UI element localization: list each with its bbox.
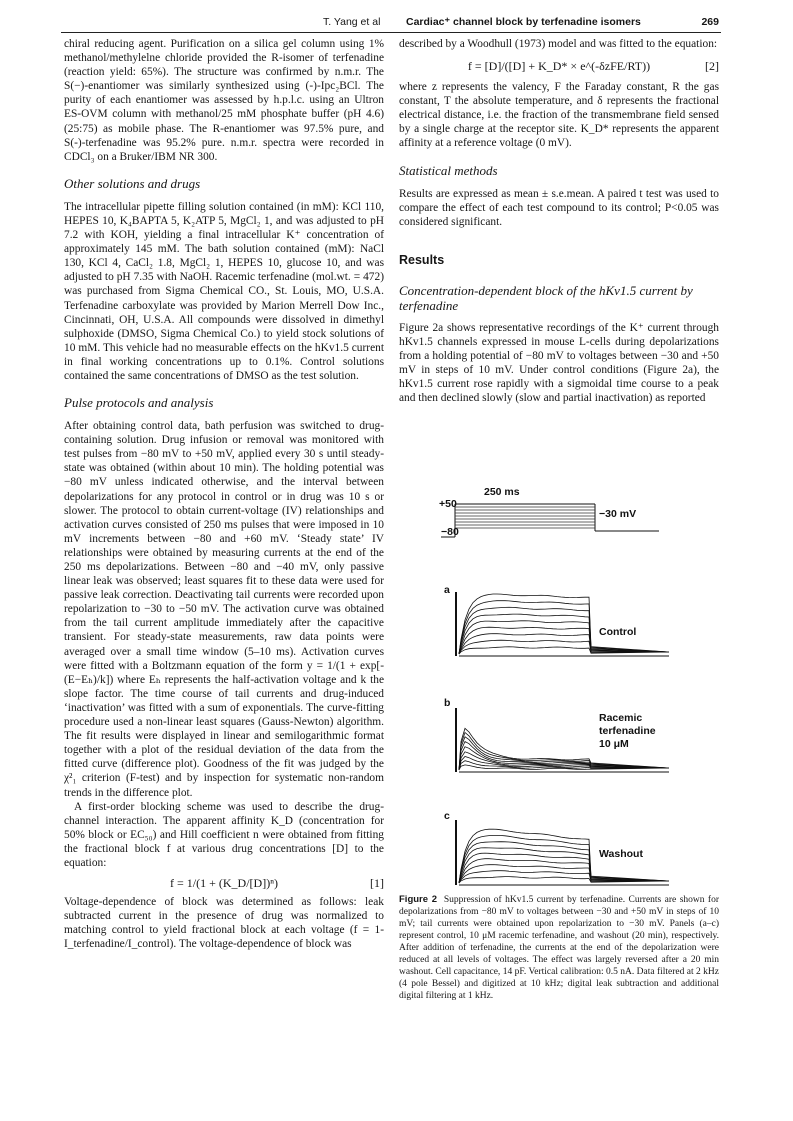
paragraph-solutions: The intracellular pipette filling solution contained (in mM): KCl 110, HEPES 10, K₄BAPTA 5, K₂ATP 5, MgCl₂ 1, and was adjusted to pH 7.2 with KOH, yielding a final intracellular K⁺ concentration of approximately 145 mM. The bath solution contained (mM): NaCl 130, KCl 4, CaCl₂ 1.8, MgCl₂ 1, HEPES 10, glucose 10, and was adjusted to pH 7.35 with NaOH. Racemic terfenadine (mol.wt. = 472) was purchased from Sigma Chemical CO., St. Louis, MO, U.S.A. Terfenadine carboxylate was provided by Marion Merrell Dow Inc., Cincinnati, OH, U.S.A. All compounds were dissolved in dimethyl sulphoxide (DMSO, Sigma Chemical Co.) to yield stock solutions of 10 mM. This vehicle had no measurable effects on the hKv1.5 current in final working concentrations up to 0.1%. Control solutions contained the same concentrations of DMSO as the test solution.	[64, 200, 384, 382]
page-number: 269	[701, 16, 719, 28]
heading-pulse-protocols: Pulse protocols and analysis	[64, 395, 214, 411]
protocol-top-label: +50	[439, 498, 457, 510]
protocol-bottom-label: −80	[441, 526, 459, 538]
paragraph-figure-2a: Figure 2a shows representative recordings of the K⁺ current through hKv1.5 channels expressed in mouse L-cells during depolarizations from a holding potential of −80 mV to voltages between −30 and +50 mV in steps of 10 mV. Under control conditions (Figure 2a), the hKv1.5 current rose rapidly with a sigmoidal time course to a peak and then declined slowly (slow and partial inactivation) as reported	[399, 321, 719, 405]
header-title: Cardiac⁺ channel block by terfenadine isomers	[406, 16, 641, 28]
header-author: T. Yang et al	[323, 16, 381, 28]
control-current-trace	[459, 621, 669, 654]
equation-1	[64, 876, 384, 891]
figure-2-traces	[399, 480, 719, 890]
heading-results: Results	[399, 252, 445, 267]
paragraph-voltage-dependence: Voltage-dependence of block was determined as follows: leak subtracted current in the presence of drug was normalized to matching control to yield fractional block at each voltage (f = 1-I_terfenadine/I_control). The voltage-dependence of block was	[64, 896, 384, 951]
panel-a-label: a	[444, 584, 450, 596]
protocol-duration-label: 250 ms	[484, 486, 520, 498]
control-label: Control	[599, 626, 637, 638]
panel-b-label: b	[444, 697, 451, 709]
paragraph-pulse-protocols: After obtaining control data, bath perfusion was switched to drug-containing solution. Drug infusion or removal was monitored with test pulses from −80 mV to +50 mV, applied every 30 s until steady-state was obtained (within about 10 min). The holding potential was −80 mV unless indicated otherwise, and the interval between depolarizations for any protocol in control or in drug was 10 s or slower. The protocol to obtain current-voltage (IV) relationships and activation curves consisted of 250 ms pulses that were imposed in 10 mV increments between −80 and +60 mV. ‘Steady state’ IV relationships were obtained by measuring currents at the end of the 250 ms depolarizations. Between −80 and −40 mV, only passive linear leak was observed; least squares fit to these data were used for passive leak correction. Deactivating tail currents were recorded upon repolarization to −30 to −50 mV. The activation curve was obtained from the tail current amplitude immediately after the capacitive transient. For steady-state measurements, raw data points were averaged over a small time window (5–10 ms). Activation curves were fitted with a Boltzmann equation of the form y = 1/(1 + exp[-(E−Eₕ)/k]) where Eₕ represents the half-activation voltage and k the slope factor. The time course of tail currents and drug-induced ‘inactivation’ was fitted with a sum of exponentials. The curve-fitting procedure used a non-linear least squares (Gauss-Newton) algorithm. The fit results were displayed in linear and semilogarithmic format together with a plot of the residual deviation of the data from the fitted curve (difference plot). Goodness of the fit was judged by the χ²₁ criterion (F-test) and by inspection for systematic non-random trends in the difference plot.	[64, 420, 384, 799]
racemic-label-line2: terfenadine	[599, 725, 656, 737]
equation-2-text: f = [D]/([D] + K_D* × e^(-δzFE/RT))	[467, 59, 651, 74]
figure-2	[399, 480, 719, 890]
right-column	[399, 37, 719, 405]
paragraph-blocking-scheme: A first-order blocking scheme was used to describe the drug-channel interaction. The apparent affinity K_D (concentration for 50% block or EC₅₀) and Hill coefficient n were obtained from fitting the fractional block f at various drug concentrations [D] to the equation:	[64, 800, 384, 869]
paragraph-variables: where z represents the valency, F the Faraday constant, R the gas constant, T the absolute temperature, and δ represents the fractional electrical distance, i.e. the fraction of the transmembrane field sensed by a single charge at the receptor site. K_D* represents the apparent affinity at a reference voltage (0 mV).	[399, 81, 719, 150]
running-header	[61, 12, 721, 33]
voltage-protocol-steps	[455, 507, 595, 528]
racemic-label-line1: Racemic	[599, 712, 643, 724]
equation-2	[399, 59, 719, 74]
washout-label: Washout	[599, 848, 643, 860]
paragraph-statistics: Results are expressed as mean ± s.e.mean. A paired t test was used to compare the effect of each test compound to its control; P<0.05 was considered significant.	[399, 187, 719, 228]
panel-c-label: c	[444, 810, 450, 822]
figure-2-caption	[399, 894, 719, 1002]
racemic-label-line3: 10 μM	[599, 738, 629, 750]
left-column	[64, 37, 384, 951]
traces-control	[459, 594, 669, 654]
paragraph-woodhull: described by a Woodhull (1973) model and was fitted to the equation:	[399, 38, 718, 50]
paragraph-synthesis: chiral reducing agent. Purification on a silica gel column using 1% methanol/methylelne chloride provided the R-isomer of terfenadine (reaction yield: 65%). The structure was confirmed by n.m.r. The S(−)-enantiomer was similarly synthesized using (-)-Ipc₂BCl. The purity of each enantiomer was assessed by h.p.l.c. using an Ultron ES-OVM column with methanol/25 mM phosphate buffer (pH 4.6) (25:75) as mobile phase. The R-enantiomer was 97.5% pure, and S(-)-terfenadine was 95.2% pure. n.m.r. spectra were recorded in CDCl₃ on a Bruker/IBM NR 300.	[64, 38, 384, 163]
heading-statistical-methods: Statistical methods	[399, 162, 498, 178]
equation-1-text: f = 1/(1 + (K_D/[D])ⁿ)	[170, 876, 278, 891]
racemic-current-trace	[459, 737, 669, 770]
heading-other-solutions: Other solutions and drugs	[64, 175, 201, 191]
caption-text: Suppression of hKv1.5 current by terfenadine. Currents are shown for depolarizations from −80 mV to voltages between −30 and +50 mV in steps of 10 mV; tail currents were obtained upon repolarization to −30 mV. Panels (a–c) represent control, 10 μM racemic terfenadine, and washout (20 min), respectively. After addition of terfenadine, the currents at the end of the depolarization were reduced at all levels of voltages. The effect was largely reversed after a 20 min washout. Cell capacitance, 14 pF. Vertical calibration: 0.5 nA. Data filtered at 2 kHz (4 pole Bessel) and digitized at 10 kHz; digital leak subtraction and additional digital filtering at 1 kHz.	[399, 895, 720, 1001]
caption-title: Figure 2	[399, 894, 438, 905]
heading-concentration-block: Concentration-dependent block of the hKv1.5 current by terfenadine	[399, 282, 693, 313]
equation-2-number: [2]	[705, 59, 719, 74]
protocol-tail-label: −30 mV	[599, 508, 637, 520]
equation-1-number: [1]	[370, 876, 384, 891]
